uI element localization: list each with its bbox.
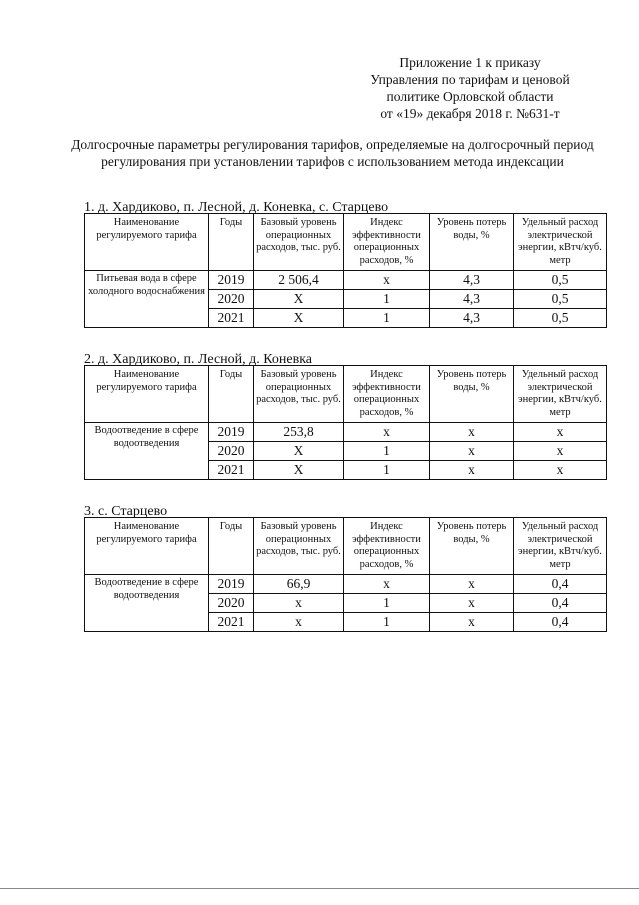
cell-loss: х — [430, 575, 514, 594]
cell-energy: 0,5 — [514, 290, 607, 309]
cell-loss: х — [430, 442, 514, 461]
header-years: Годы — [209, 518, 254, 575]
tariff-table-2 — [84, 365, 607, 480]
tariff-name: Водоотведение в сфере водоотведения — [85, 423, 209, 480]
cell-loss: 4,3 — [430, 271, 514, 290]
cell-year: 2020 — [209, 594, 254, 613]
cell-energy: х — [514, 461, 607, 480]
tariff-table-1 — [84, 213, 607, 328]
cell-index: 1 — [344, 594, 430, 613]
cell-loss: х — [430, 613, 514, 632]
cell-base: 66,9 — [254, 575, 344, 594]
cell-loss: 4,3 — [430, 309, 514, 328]
appendix-line: Управления по тарифам и ценовой — [370, 72, 570, 87]
cell-index: 1 — [344, 290, 430, 309]
cell-base: 253,8 — [254, 423, 344, 442]
cell-energy: 0,5 — [514, 271, 607, 290]
section-heading-1: 1. д. Хардиково, п. Лесной, д. Коневка, с. Старцево — [84, 200, 389, 215]
cell-base: х — [254, 594, 344, 613]
cell-energy: 0,5 — [514, 309, 607, 328]
page-edge-line — [0, 888, 639, 889]
cell-base: 2 506,4 — [254, 271, 344, 290]
header-base: Базовый уровень операционных расходов, тыс. руб. — [254, 518, 344, 575]
cell-energy: 0,4 — [514, 575, 607, 594]
cell-index: 1 — [344, 442, 430, 461]
appendix-line: Приложение 1 к приказу — [399, 55, 541, 70]
appendix-block — [330, 54, 610, 122]
cell-base: Х — [254, 309, 344, 328]
cell-energy: 0,4 — [514, 613, 607, 632]
section-heading-2: 2. д. Хардиково, п. Лесной, д. Коневка — [84, 352, 313, 367]
cell-year: 2019 — [209, 575, 254, 594]
header-energy: Удельный расход электрической энергии, кВтч/куб. метр — [514, 214, 607, 271]
cell-index: 1 — [344, 309, 430, 328]
cell-year: 2021 — [209, 461, 254, 480]
cell-loss: х — [430, 423, 514, 442]
header-index: Индекс эффективности операционных расходов, % — [344, 518, 430, 575]
cell-loss: х — [430, 594, 514, 613]
cell-loss: х — [430, 461, 514, 480]
appendix-line: политике Орловской области — [386, 89, 554, 104]
header-years: Годы — [209, 214, 254, 271]
cell-year: 2020 — [209, 442, 254, 461]
cell-year: 2019 — [209, 271, 254, 290]
cell-energy: 0,4 — [514, 594, 607, 613]
header-energy: Удельный расход электрической энергии, кВтч/куб. метр — [514, 366, 607, 423]
header-index: Индекс эффективности операционных расходов, % — [344, 366, 430, 423]
table-header-row — [85, 214, 607, 271]
section-heading-3: 3. с. Старцево — [84, 504, 168, 519]
table-header-row — [85, 518, 607, 575]
header-index: Индекс эффективности операционных расходов, % — [344, 214, 430, 271]
header-name: Наименование регулируемого тарифа — [85, 214, 209, 271]
table-row — [85, 423, 607, 442]
tariff-name: Водоотведение в сфере водоотведения — [85, 575, 209, 632]
cell-year: 2019 — [209, 423, 254, 442]
cell-loss: 4,3 — [430, 290, 514, 309]
tariff-name: Питьевая вода в сфере холодного водоснабжения — [85, 271, 209, 328]
cell-index: 1 — [344, 461, 430, 480]
header-base: Базовый уровень операционных расходов, тыс. руб. — [254, 214, 344, 271]
cell-index: 1 — [344, 613, 430, 632]
header-energy: Удельный расход электрической энергии, кВтч/куб. метр — [514, 518, 607, 575]
cell-year: 2020 — [209, 290, 254, 309]
table-row — [85, 271, 607, 290]
header-name: Наименование регулируемого тарифа — [85, 518, 209, 575]
table-row — [85, 575, 607, 594]
cell-index: х — [344, 271, 430, 290]
header-years: Годы — [209, 366, 254, 423]
cell-index: х — [344, 423, 430, 442]
cell-base: Х — [254, 442, 344, 461]
cell-base: Х — [254, 290, 344, 309]
table-header-row — [85, 366, 607, 423]
cell-energy: х — [514, 442, 607, 461]
cell-energy: х — [514, 423, 607, 442]
cell-year: 2021 — [209, 309, 254, 328]
cell-year: 2021 — [209, 613, 254, 632]
cell-base: Х — [254, 461, 344, 480]
header-loss: Уровень потерь воды, % — [430, 518, 514, 575]
appendix-line: от «19» декабря 2018 г. №631-т — [380, 106, 560, 121]
document-title: Долгосрочные параметры регулирования тарифов, определяемые на долгосрочный период регулирования при установлении тарифов с использованием метода индексации — [71, 137, 594, 169]
cell-index: х — [344, 575, 430, 594]
header-loss: Уровень потерь воды, % — [430, 366, 514, 423]
tariff-table-3 — [84, 517, 607, 632]
header-loss: Уровень потерь воды, % — [430, 214, 514, 271]
header-name: Наименование регулируемого тарифа — [85, 366, 209, 423]
cell-base: х — [254, 613, 344, 632]
header-base: Базовый уровень операционных расходов, тыс. руб. — [254, 366, 344, 423]
